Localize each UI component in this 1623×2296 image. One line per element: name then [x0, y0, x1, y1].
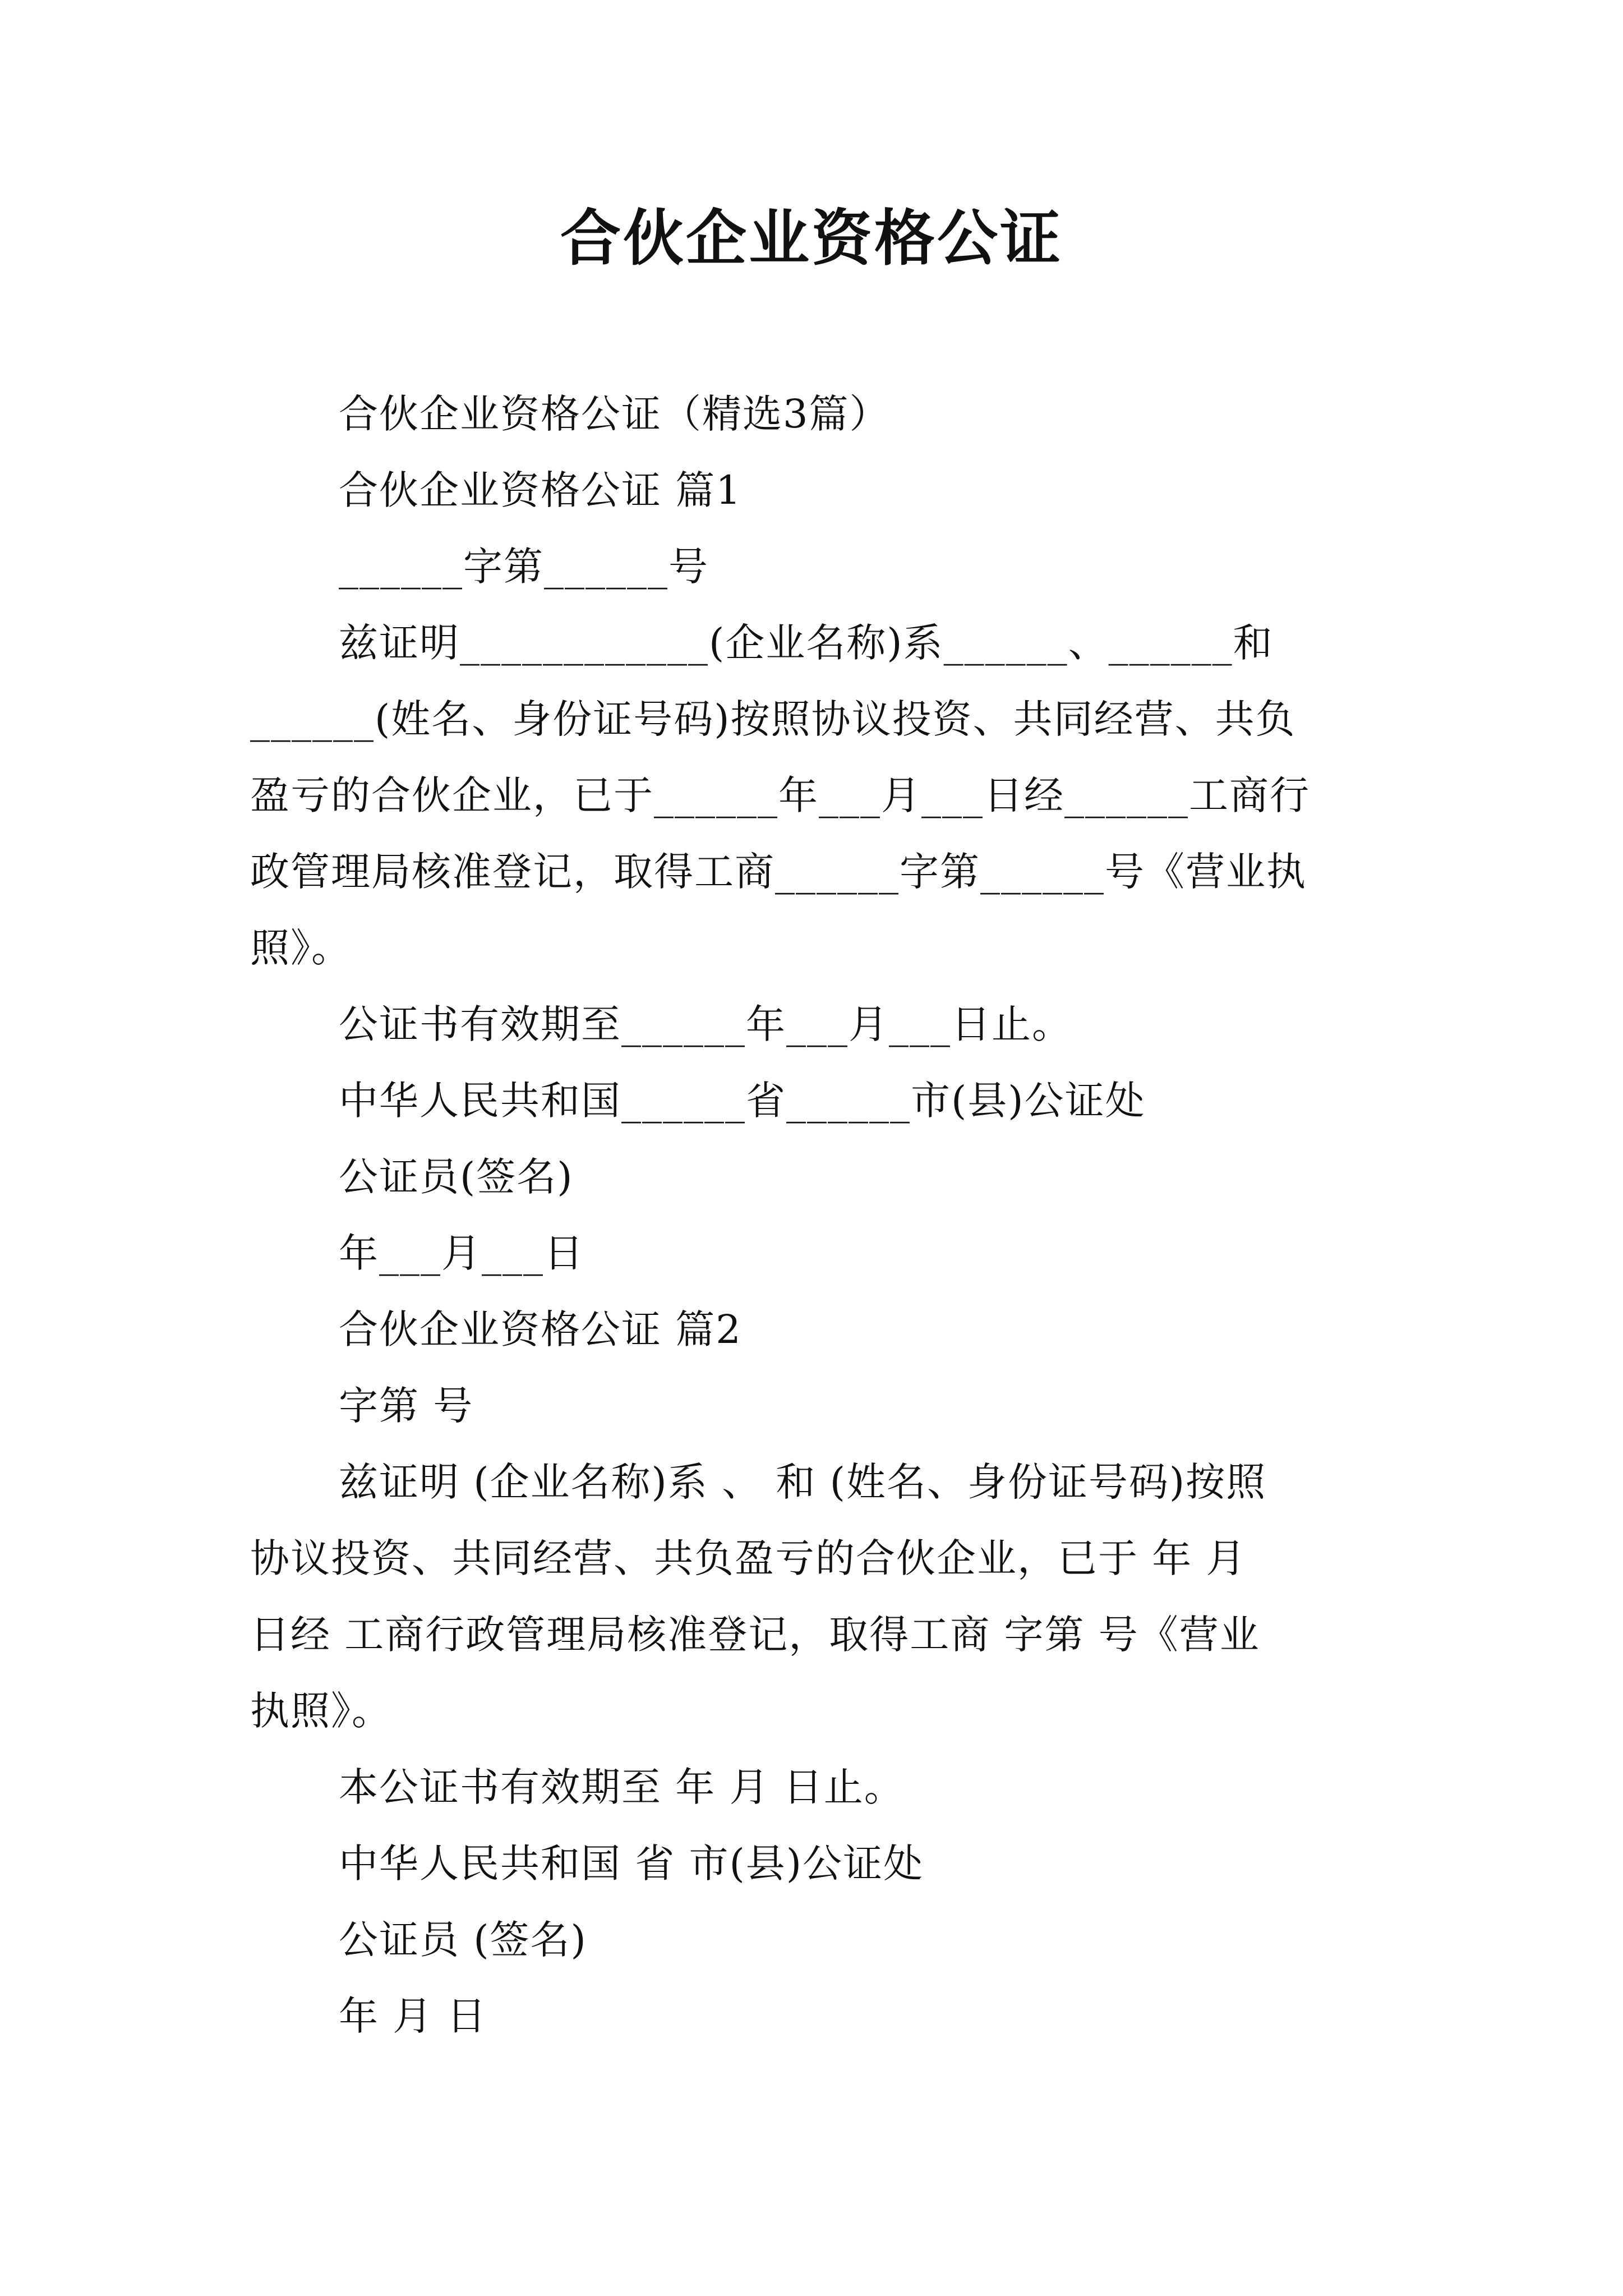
- text-line: 本公证书有效期至 年 月 日止。: [339, 1764, 905, 1810]
- text-line: 公证书有效期至______年___月___日止。: [339, 1001, 1072, 1047]
- document-body: [250, 376, 1389, 2054]
- text-line: ______字第______号: [339, 544, 709, 590]
- paragraph-line: 兹证明 (企业名称)系 、 和 (姓名、身份证号码)按照: [339, 1459, 1267, 1505]
- text-line: 中华人民共和国______省______市(县)公证处: [339, 1078, 1146, 1124]
- section-heading: 合伙企业资格公证 篇1: [339, 467, 742, 513]
- paragraph-line: 盈亏的合伙企业，已于______年___月___日经______工商行: [250, 772, 1310, 818]
- document-title: 合伙企业资格公证: [560, 203, 1063, 274]
- paragraph-line: ______(姓名、身份证号码)按照协议投资、共同经营、共负: [250, 696, 1296, 742]
- paragraph-line: 照》。: [250, 925, 352, 971]
- paragraph-line: 兹证明____________(企业名称)系______、______和: [339, 620, 1274, 666]
- paragraph-line: 政管理局核准登记，取得工商______字第______号《营业执: [250, 849, 1307, 895]
- text-line: 年 月 日: [339, 1993, 487, 2039]
- text-line: 公证员 (签名): [339, 1917, 587, 1963]
- text-line: 公证员(签名): [339, 1154, 574, 1200]
- text-line: 年___月___日: [339, 1230, 584, 1276]
- paragraph-line: 日经 工商行政管理局核准登记，取得工商 字第 号《营业: [250, 1612, 1260, 1658]
- paragraph-line: 协议投资、共同经营、共负盈亏的合伙企业，已于 年 月: [250, 1535, 1247, 1581]
- section-heading: 合伙企业资格公证 篇2: [339, 1306, 742, 1352]
- text-line: 中华人民共和国 省 市(县)公证处: [339, 1841, 924, 1887]
- paragraph-line: 执照》。: [250, 1688, 392, 1734]
- text-line: 合伙企业资格公证（精选3篇）: [339, 391, 890, 437]
- text-line: 字第 号: [339, 1383, 474, 1429]
